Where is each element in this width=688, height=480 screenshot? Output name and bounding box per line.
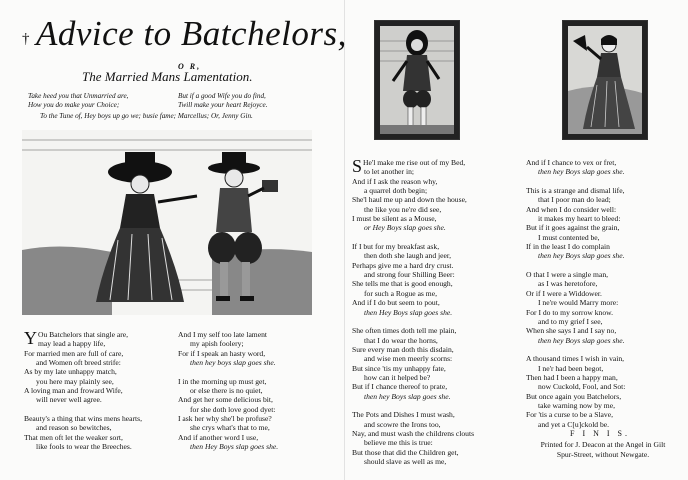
verse-column-2 [178, 330, 338, 451]
verse-line: But once again you Batchelors, [526, 391, 622, 401]
couplet-right [178, 92, 268, 110]
verse-line: This is a strange and dismal life, [526, 186, 625, 196]
verse-line: then doth she laugh and jeer, [364, 251, 451, 261]
verse-line: And if I ask the reason why, [352, 176, 438, 186]
verse-line: And get her some delicious bit, [178, 395, 273, 405]
verse-line: Ou Batchelors that single are, [38, 330, 129, 339]
woodcut-lady-image [562, 20, 648, 140]
verse-line: And if another word I use, [178, 432, 259, 442]
verse-line: I must be silent as a Mouse, [352, 214, 437, 224]
verse-column-3 [352, 158, 520, 466]
verse-line: and reason so bewitches, [36, 423, 112, 433]
verse-line: the like you ne're did see, [364, 204, 442, 214]
verse-line: Then had I been a happy man, [526, 372, 618, 382]
verse-line: A loving man and froward Wife, [24, 386, 123, 396]
verse-line: But since 'tis my unhappy fate, [352, 363, 446, 373]
drop-cap: Y [24, 328, 37, 348]
verse-line: And if I do but seem to pout, [352, 298, 440, 308]
verse-line: If I but for my breakfast ask, [352, 242, 440, 252]
refrain-line: then hey Boys slap goes she. [538, 335, 625, 345]
verse-line: Nay, and must wash the childrens clouts [352, 428, 475, 438]
verse-line: The Pots and Dishes I must wash, [352, 410, 455, 420]
verse-line: and to my grief I see, [538, 316, 603, 326]
verse-line: take warning now by me, [538, 400, 615, 410]
verse-line: and yet a C[u]ckold be. [538, 419, 610, 429]
verse-line: will never well agree. [36, 395, 102, 405]
verse-line: And when I do consider well: [526, 204, 617, 214]
verse-line: I in the morning up must get, [178, 376, 267, 386]
refrain-line: then hey boys slap goes she. [190, 358, 276, 368]
verse-line: it makes my heart to bleed: [538, 214, 621, 224]
ballad-title: Advice to Batchelors, [36, 14, 347, 53]
verse-line: Perhaps give me a hard dry crust. [352, 260, 454, 270]
verse-line: Or if I were a Widdower. [526, 288, 602, 298]
couplet-line: But if a good Wife you do find, [178, 92, 266, 100]
verse-line: But if it goes against the grain, [526, 223, 620, 233]
verse-line: may lead a happy life, [38, 339, 106, 349]
refrain-line: then Hey Boys slap goes she. [364, 307, 453, 317]
verse-line: For I do to my sorrow know. [526, 307, 614, 317]
verse-line: my apish foolery; [190, 339, 244, 349]
verse-line: O that I were a single man, [526, 270, 609, 280]
verse-line: should slave as well as me, [364, 457, 447, 466]
verse-column-4 [526, 158, 684, 440]
verse-line: A thousand times I wish in vain, [526, 354, 625, 364]
verse-line: and strong four Shilling Beer: [364, 270, 455, 280]
verse-line: She often times doth tell me plain, [352, 326, 457, 336]
verse-line: For 'tis a curse to be a Slave, [526, 410, 613, 420]
ballad-subtitle: The Married Mans Lamentation. [82, 69, 253, 84]
verse-column-1 [24, 330, 174, 451]
verse-line: to let another in; [364, 167, 414, 177]
cross-mark: † [22, 31, 30, 47]
verse-line: When she says I and I say no, [526, 326, 617, 336]
verse-line: that I poor man do lead; [538, 195, 611, 205]
verse-line: That men oft let the weaker sort, [24, 432, 123, 442]
couplet-left [28, 92, 128, 110]
verse-line: you here may plainly see, [36, 376, 114, 386]
verse-line: and wise men meerly scorns: [364, 354, 453, 364]
verse-line: and scowre the Irons too, [364, 419, 441, 429]
verse-line: how can it helped be? [364, 372, 431, 382]
or-label: O R, [178, 62, 202, 71]
verse-line: for she doth love good dyet: [190, 404, 276, 414]
refrain-line: or Hey Boys slap goes she. [364, 223, 446, 233]
refrain-line: then hey Boys slap goes she. [538, 251, 625, 261]
refrain-line: then hey Boys slap goes she. [538, 167, 625, 177]
tune-line: To the Tune of, Hey boys up go we; busie fame; Marcellus; Or, Jenny Gin. [40, 112, 253, 120]
verse-line: He'l make me rise out of my Bed, [363, 158, 466, 167]
verse-line: For married men are full of care, [24, 348, 124, 358]
verse-line: But those that did the Children get, [352, 447, 459, 457]
verse-line: As by my late unhappy match, [24, 367, 117, 377]
verse-line: now Cuckold, Fool, and Sot: [538, 382, 626, 392]
verse-line: as I was heretofore, [538, 279, 598, 289]
verse-line: She tells me that is good enough, [352, 279, 453, 289]
verse-line: I ne're would Marry more: [538, 298, 619, 308]
verse-line: a quarrel doth begin; [364, 186, 428, 196]
woodcut-gentleman-image [374, 20, 460, 140]
verse-line: For if I speak an hasty word, [178, 348, 266, 358]
imprint-line: Spur-Street, without Newgate. [556, 450, 650, 459]
verse-line: like fools to wear the Breeches. [36, 442, 132, 452]
verse-line: believe me this is true: [364, 438, 433, 448]
imprint [526, 440, 680, 460]
verse-line: Beauty's a thing that wins mens hearts, [24, 414, 142, 424]
couplet-line: How you do make your Choice; [28, 101, 120, 109]
verse-line: I ask her why she'l be profuse? [178, 414, 272, 424]
refrain-line: then Hey Boys slap goes she. [190, 442, 279, 452]
verse-line: for such a Rogue as me, [364, 288, 437, 298]
verse-line: And I my self too late lament [178, 330, 267, 339]
imprint-line: Printed for J. Deacon at the Angel in Gilt [540, 440, 666, 449]
verse-line: She'l haul me up and down the house, [352, 195, 467, 205]
refrain-line: then hey Boys slap goes she. [364, 391, 451, 401]
verse-line: and Women oft breed strife: [36, 358, 121, 368]
verse-line: she crys what's that to me, [190, 423, 270, 433]
verse-line: I ne'r had been begot, [538, 363, 604, 373]
page-fold [344, 0, 345, 480]
drop-cap: S [352, 156, 363, 176]
verse-line: that I do wear the horns, [364, 335, 438, 345]
woodcut-couple-image [22, 130, 312, 315]
verse-line: And if I chance to vex or fret, [526, 158, 617, 167]
couplet-line: Take heed you that Unmarried are, [28, 92, 129, 100]
verse-line: I must contented be, [538, 232, 600, 242]
verse-line: But if I chance thereof to prate, [352, 382, 448, 392]
finis-label: F I N I S. [570, 428, 631, 438]
verse-line: or else there is no quiet, [190, 386, 263, 396]
couplet-line: Twill make your heart Rejoyce. [178, 101, 268, 109]
verse-line: Sure every man doth this disdain, [352, 344, 454, 354]
verse-line: If in the least I do complain [526, 242, 610, 252]
